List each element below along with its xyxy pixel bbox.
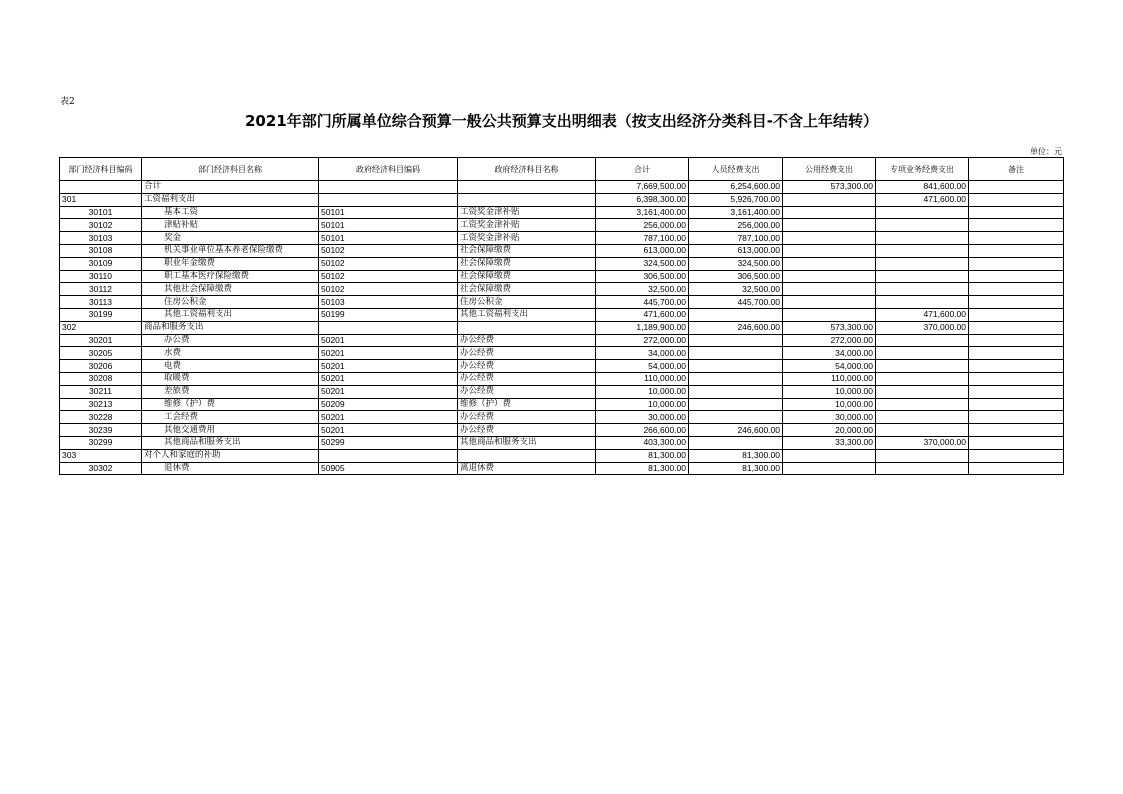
- table-number-label: 表2: [60, 97, 75, 107]
- cell-special: [876, 232, 969, 245]
- cell-gov-code: 50103: [319, 296, 458, 309]
- cell-note: [969, 424, 1064, 437]
- page-title: 2021年部门所属单位综合预算一般公共预算支出明细表（按支出经济分类科目-不含上年结转）: [245, 112, 878, 130]
- cell-dept-name: 维修（护）费: [142, 398, 319, 411]
- cell-gov-name: 其他工资福利支出: [458, 308, 596, 321]
- cell-gov-code: 50101: [319, 232, 458, 245]
- cell-special: 471,600.00: [876, 308, 969, 321]
- cell-total: 34,000.00: [596, 347, 689, 360]
- cell-total: 54,000.00: [596, 360, 689, 373]
- cell-personnel: 306,500.00: [689, 270, 783, 283]
- unit-label: 单位：元: [1030, 147, 1062, 156]
- cell-special: [876, 244, 969, 257]
- cell-note: [969, 283, 1064, 296]
- cell-note: [969, 308, 1064, 321]
- cell-gov-name: 维修（护）费: [458, 398, 596, 411]
- cell-personnel: 613,000.00: [689, 244, 783, 257]
- cell-gov-code: 50102: [319, 283, 458, 296]
- table-row: [60, 257, 1064, 270]
- cell-gov-name: 工资奖金津补贴: [458, 232, 596, 245]
- cell-personnel: [689, 398, 783, 411]
- cell-note: [969, 347, 1064, 360]
- cell-public: [783, 270, 876, 283]
- cell-gov-code: 50201: [319, 385, 458, 398]
- cell-note: [969, 385, 1064, 398]
- cell-gov-name: [458, 321, 596, 334]
- cell-special: 471,600.00: [876, 193, 969, 206]
- cell-personnel: 6,254,600.00: [689, 181, 783, 194]
- cell-dept-name: 机关事业单位基本养老保险缴费: [142, 244, 319, 257]
- cell-special: [876, 360, 969, 373]
- cell-dept-code: 30206: [60, 360, 142, 373]
- cell-personnel: [689, 411, 783, 424]
- cell-gov-code: [319, 449, 458, 462]
- cell-gov-code: [319, 321, 458, 334]
- cell-gov-name: 其他商品和服务支出: [458, 436, 596, 449]
- cell-dept-code: [60, 181, 142, 194]
- cell-note: [969, 257, 1064, 270]
- header-total: 合计: [596, 158, 689, 181]
- cell-personnel: 787,100.00: [689, 232, 783, 245]
- cell-public: [783, 283, 876, 296]
- cell-note: [969, 244, 1064, 257]
- cell-note: [969, 411, 1064, 424]
- cell-dept-code: 30228: [60, 411, 142, 424]
- cell-dept-code: 30113: [60, 296, 142, 309]
- table-row: [60, 283, 1064, 296]
- header-note: 备注: [969, 158, 1064, 181]
- cell-personnel: 81,300.00: [689, 462, 783, 475]
- cell-note: [969, 219, 1064, 232]
- cell-special: [876, 296, 969, 309]
- cell-public: [783, 308, 876, 321]
- cell-total: 787,100.00: [596, 232, 689, 245]
- table-row: [60, 219, 1064, 232]
- cell-personnel: [689, 334, 783, 347]
- cell-dept-code: 30101: [60, 206, 142, 219]
- table-row: [60, 270, 1064, 283]
- group-row: [60, 193, 1064, 206]
- cell-personnel: 32,500.00: [689, 283, 783, 296]
- cell-note: [969, 321, 1064, 334]
- cell-special: [876, 372, 969, 385]
- cell-personnel: 5,926,700.00: [689, 193, 783, 206]
- cell-gov-name: 社会保障缴费: [458, 244, 596, 257]
- cell-total: 324,500.00: [596, 257, 689, 270]
- cell-special: [876, 334, 969, 347]
- cell-dept-name: 工会经费: [142, 411, 319, 424]
- cell-dept-code: 30109: [60, 257, 142, 270]
- table-row: [60, 334, 1064, 347]
- cell-public: [783, 449, 876, 462]
- budget-table: [59, 157, 1064, 475]
- table-row: [60, 436, 1064, 449]
- cell-special: [876, 257, 969, 270]
- cell-dept-code: 30205: [60, 347, 142, 360]
- cell-personnel: [689, 308, 783, 321]
- cell-public: 34,000.00: [783, 347, 876, 360]
- cell-dept-code: 302: [60, 321, 142, 334]
- cell-gov-name: 社会保障缴费: [458, 283, 596, 296]
- table-row: [60, 462, 1064, 475]
- cell-note: [969, 360, 1064, 373]
- cell-special: [876, 347, 969, 360]
- cell-special: [876, 398, 969, 411]
- cell-dept-name: 其他社会保障缴费: [142, 283, 319, 296]
- cell-special: [876, 283, 969, 296]
- cell-total: 81,300.00: [596, 462, 689, 475]
- cell-gov-code: 50299: [319, 436, 458, 449]
- cell-gov-code: 50199: [319, 308, 458, 321]
- header-gov-code: 政府经济科目编码: [319, 158, 458, 181]
- cell-gov-code: 50201: [319, 372, 458, 385]
- cell-special: [876, 411, 969, 424]
- cell-dept-name: 电费: [142, 360, 319, 373]
- cell-public: 10,000.00: [783, 398, 876, 411]
- cell-gov-code: 50101: [319, 219, 458, 232]
- cell-dept-code: 30211: [60, 385, 142, 398]
- cell-gov-name: 工资奖金津补贴: [458, 206, 596, 219]
- cell-total: 110,000.00: [596, 372, 689, 385]
- header-dept-code: 部门经济科目编码: [60, 158, 142, 181]
- cell-gov-code: 50102: [319, 244, 458, 257]
- cell-dept-name: 办公费: [142, 334, 319, 347]
- cell-public: [783, 244, 876, 257]
- cell-dept-name: 其他工资福利支出: [142, 308, 319, 321]
- cell-total: 30,000.00: [596, 411, 689, 424]
- cell-total: 3,161,400.00: [596, 206, 689, 219]
- cell-total: 81,300.00: [596, 449, 689, 462]
- cell-public: 272,000.00: [783, 334, 876, 347]
- cell-public: [783, 257, 876, 270]
- cell-note: [969, 270, 1064, 283]
- cell-dept-name: 退休费: [142, 462, 319, 475]
- cell-special: [876, 206, 969, 219]
- table-row: [60, 296, 1064, 309]
- cell-total: 266,600.00: [596, 424, 689, 437]
- cell-gov-name: 社会保障缴费: [458, 257, 596, 270]
- cell-dept-code: 30299: [60, 436, 142, 449]
- cell-note: [969, 181, 1064, 194]
- cell-public: 573,300.00: [783, 181, 876, 194]
- cell-dept-code: 30112: [60, 283, 142, 296]
- cell-note: [969, 462, 1064, 475]
- group-row: [60, 449, 1064, 462]
- cell-total: 6,398,300.00: [596, 193, 689, 206]
- cell-total: 306,500.00: [596, 270, 689, 283]
- cell-dept-name: 基本工资: [142, 206, 319, 219]
- cell-dept-code: 30108: [60, 244, 142, 257]
- cell-special: [876, 219, 969, 232]
- table-row: [60, 206, 1064, 219]
- cell-public: [783, 232, 876, 245]
- cell-gov-code: 50102: [319, 257, 458, 270]
- cell-note: [969, 334, 1064, 347]
- cell-gov-code: 50209: [319, 398, 458, 411]
- table-row: [60, 411, 1064, 424]
- cell-dept-code: 30208: [60, 372, 142, 385]
- cell-gov-code: 50101: [319, 206, 458, 219]
- cell-special: 370,000.00: [876, 436, 969, 449]
- cell-gov-name: 办公经费: [458, 424, 596, 437]
- cell-gov-name: 住房公积金: [458, 296, 596, 309]
- cell-dept-name: 对个人和家庭的补助: [142, 449, 319, 462]
- header-special: 专项业务经费支出: [876, 158, 969, 181]
- cell-public: 110,000.00: [783, 372, 876, 385]
- cell-note: [969, 193, 1064, 206]
- table-header-row: [60, 158, 1064, 181]
- cell-public: 33,300.00: [783, 436, 876, 449]
- cell-dept-code: 30102: [60, 219, 142, 232]
- cell-dept-code: 30201: [60, 334, 142, 347]
- cell-special: [876, 270, 969, 283]
- cell-note: [969, 232, 1064, 245]
- cell-special: [876, 462, 969, 475]
- cell-gov-name: [458, 193, 596, 206]
- cell-dept-code: 301: [60, 193, 142, 206]
- cell-gov-name: [458, 181, 596, 194]
- group-row: [60, 321, 1064, 334]
- cell-gov-code: 50905: [319, 462, 458, 475]
- cell-dept-name: 商品和服务支出: [142, 321, 319, 334]
- cell-public: [783, 193, 876, 206]
- cell-note: [969, 296, 1064, 309]
- cell-gov-code: 50201: [319, 411, 458, 424]
- cell-dept-code: 30199: [60, 308, 142, 321]
- cell-total: 445,700.00: [596, 296, 689, 309]
- cell-special: [876, 385, 969, 398]
- table-row: [60, 372, 1064, 385]
- cell-gov-name: 工资奖金津补贴: [458, 219, 596, 232]
- cell-special: 841,600.00: [876, 181, 969, 194]
- cell-gov-code: 50201: [319, 334, 458, 347]
- cell-dept-code: 303: [60, 449, 142, 462]
- cell-personnel: 81,300.00: [689, 449, 783, 462]
- cell-gov-name: 办公经费: [458, 385, 596, 398]
- cell-total: 7,669,500.00: [596, 181, 689, 194]
- cell-note: [969, 398, 1064, 411]
- cell-dept-name: 工资福利支出: [142, 193, 319, 206]
- cell-dept-name: 职业年金缴费: [142, 257, 319, 270]
- cell-dept-code: 30213: [60, 398, 142, 411]
- cell-note: [969, 372, 1064, 385]
- cell-total: 272,000.00: [596, 334, 689, 347]
- cell-dept-name: 差旅费: [142, 385, 319, 398]
- cell-special: 370,000.00: [876, 321, 969, 334]
- cell-special: [876, 424, 969, 437]
- cell-gov-code: [319, 181, 458, 194]
- cell-personnel: 324,500.00: [689, 257, 783, 270]
- cell-dept-name: 合计: [142, 181, 319, 194]
- cell-gov-name: 办公经费: [458, 411, 596, 424]
- cell-dept-code: 30103: [60, 232, 142, 245]
- cell-total: 10,000.00: [596, 398, 689, 411]
- table-row: [60, 385, 1064, 398]
- cell-gov-name: 社会保障缴费: [458, 270, 596, 283]
- table-row: [60, 232, 1064, 245]
- cell-gov-name: 办公经费: [458, 347, 596, 360]
- cell-dept-name: 职工基本医疗保险缴费: [142, 270, 319, 283]
- cell-public: 10,000.00: [783, 385, 876, 398]
- cell-note: [969, 449, 1064, 462]
- total-row: [60, 181, 1064, 194]
- cell-dept-name: 奖金: [142, 232, 319, 245]
- cell-public: 20,000.00: [783, 424, 876, 437]
- cell-gov-code: 50102: [319, 270, 458, 283]
- cell-total: 256,000.00: [596, 219, 689, 232]
- cell-personnel: [689, 385, 783, 398]
- cell-public: [783, 219, 876, 232]
- table-row: [60, 398, 1064, 411]
- cell-personnel: [689, 360, 783, 373]
- header-personnel: 人员经费支出: [689, 158, 783, 181]
- header-public: 公用经费支出: [783, 158, 876, 181]
- cell-personnel: 256,000.00: [689, 219, 783, 232]
- cell-personnel: 3,161,400.00: [689, 206, 783, 219]
- header-dept-name: 部门经济科目名称: [142, 158, 319, 181]
- table-row: [60, 360, 1064, 373]
- cell-note: [969, 206, 1064, 219]
- table-row: [60, 308, 1064, 321]
- cell-total: 1,189,900.00: [596, 321, 689, 334]
- cell-personnel: [689, 372, 783, 385]
- cell-gov-code: 50201: [319, 347, 458, 360]
- cell-dept-name: 水费: [142, 347, 319, 360]
- cell-gov-code: 50201: [319, 424, 458, 437]
- cell-gov-name: 离退休费: [458, 462, 596, 475]
- cell-personnel: [689, 436, 783, 449]
- table-row: [60, 244, 1064, 257]
- cell-total: 471,600.00: [596, 308, 689, 321]
- cell-public: 54,000.00: [783, 360, 876, 373]
- cell-public: 573,300.00: [783, 321, 876, 334]
- cell-total: 10,000.00: [596, 385, 689, 398]
- cell-note: [969, 436, 1064, 449]
- cell-personnel: 246,600.00: [689, 321, 783, 334]
- cell-dept-name: 住房公积金: [142, 296, 319, 309]
- cell-personnel: 445,700.00: [689, 296, 783, 309]
- cell-gov-name: 办公经费: [458, 334, 596, 347]
- cell-personnel: [689, 347, 783, 360]
- cell-public: 30,000.00: [783, 411, 876, 424]
- cell-gov-name: 办公经费: [458, 360, 596, 373]
- cell-total: 613,000.00: [596, 244, 689, 257]
- cell-dept-name: 其他交通费用: [142, 424, 319, 437]
- cell-dept-code: 30302: [60, 462, 142, 475]
- cell-public: [783, 462, 876, 475]
- header-gov-name: 政府经济科目名称: [458, 158, 596, 181]
- cell-special: [876, 449, 969, 462]
- cell-dept-code: 30110: [60, 270, 142, 283]
- cell-public: [783, 296, 876, 309]
- cell-total: 32,500.00: [596, 283, 689, 296]
- cell-gov-code: [319, 193, 458, 206]
- cell-public: [783, 206, 876, 219]
- cell-dept-name: 其他商品和服务支出: [142, 436, 319, 449]
- cell-personnel: 246,600.00: [689, 424, 783, 437]
- cell-dept-code: 30239: [60, 424, 142, 437]
- cell-dept-name: 取暖费: [142, 372, 319, 385]
- cell-gov-name: 办公经费: [458, 372, 596, 385]
- cell-total: 403,300.00: [596, 436, 689, 449]
- cell-gov-name: [458, 449, 596, 462]
- cell-dept-name: 津贴补贴: [142, 219, 319, 232]
- cell-gov-code: 50201: [319, 360, 458, 373]
- table-row: [60, 347, 1064, 360]
- table-row: [60, 424, 1064, 437]
